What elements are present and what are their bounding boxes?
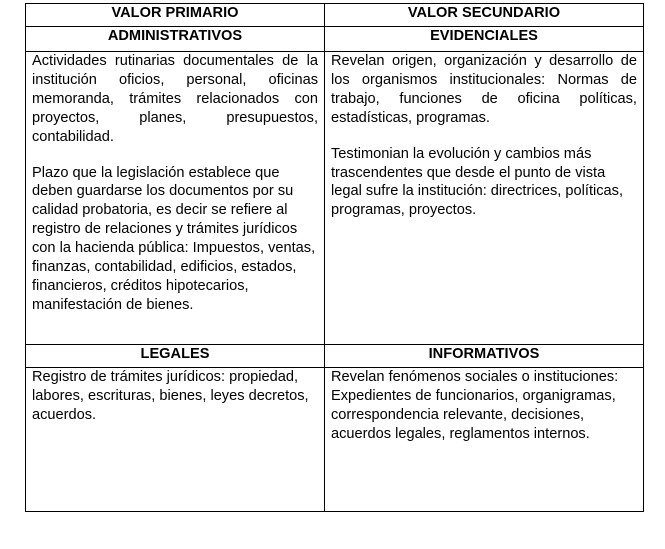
informativos-paragraph-2: Expedientes de funcionarios, organigramas, correspondencia relevante, decisiones, acuerdos legales, reglamentos internos. (331, 387, 616, 442)
title-administrativos: ADMINISTRATIVOS (26, 27, 325, 52)
title-informativos: INFORMATIVOS (325, 345, 644, 368)
section2-content-row (26, 368, 644, 512)
header-valor-secundario: VALOR SECUNDARIO (325, 4, 644, 27)
valores-table (25, 3, 644, 512)
informativos-paragraph-1: Revelan fenómenos sociales o instituciones: (331, 369, 619, 385)
administrativos-cell (26, 52, 325, 345)
header-row (26, 4, 644, 27)
title-legales: LEGALES (26, 345, 325, 368)
administrativos-paragraph-1: Actividades rutinarias documentales de la institución oficios, personal, oficinas memoranda, trámites relacionados con proyectos, planes, presupuestos, contabilidad. (32, 53, 318, 145)
section1-content-row (26, 52, 644, 345)
title-evidenciales: EVIDENCIALES (325, 27, 644, 52)
section1-title-row (26, 27, 644, 52)
administrativos-paragraph-2: Plazo que la legislación establece que deben guardarse los documentos por su calidad probatoria, es decir se refiere al registro de relaciones y trámites jurídicos con la hacienda pública: Impuestos, ventas, finanzas, contabilidad, edificios, estados, financieros, créditos hipotecarios, manifestación de bienes. (32, 164, 316, 313)
evidenciales-paragraph-1: Revelan origen, organización y desarrollo de los organismos institucionales: Normas de trabajo, funciones de oficina políticas, estadísticas, programas. (331, 53, 637, 126)
legales-paragraph-1: Registro de trámites jurídicos: propiedad, labores, escrituras, bienes, leyes decretos, acuerdos. (32, 369, 309, 423)
evidenciales-cell (325, 52, 644, 345)
evidenciales-paragraph-2: Testimonian la evolución y cambios más trascendentes que desde el punto de vista legal sufre la institución: directrices, políticas, programas, proyectos. (331, 145, 624, 219)
header-valor-primario: VALOR PRIMARIO (26, 4, 325, 27)
legales-cell (26, 368, 325, 512)
section2-title-row (26, 345, 644, 368)
informativos-cell (325, 368, 644, 512)
